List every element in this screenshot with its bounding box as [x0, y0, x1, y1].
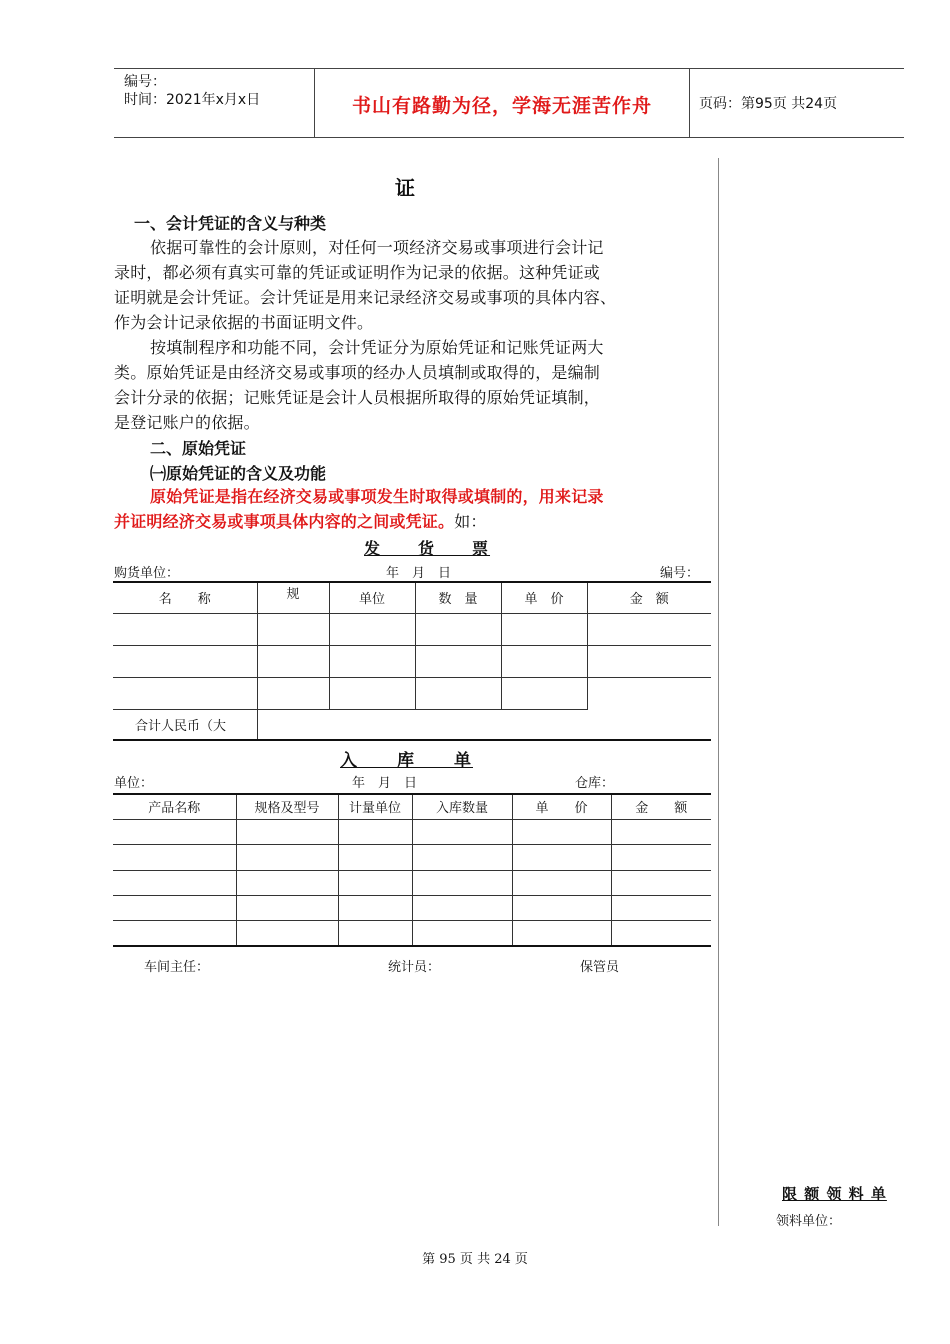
- page-info: 页码：第95页 共24页: [699, 96, 838, 112]
- receipt-title: 入 库 单: [340, 751, 473, 771]
- col-header-model: 规格及型号: [236, 794, 338, 819]
- definition-line: 并证明经济交易或事项具体内容的之间或凭证。: [114, 512, 455, 531]
- paragraph-line: 依据可靠性的会计原则，对任何一项经济交易或事项进行会计记: [150, 238, 604, 257]
- invoice-table: [113, 581, 711, 741]
- doc-time-label: 时间：2021年x月x日: [124, 92, 261, 108]
- invoice-title: 发 货 票: [364, 539, 491, 558]
- receipt-warehouse-label: 仓库：: [575, 776, 615, 791]
- header-motto-cell: [314, 69, 690, 137]
- signature-stat-label: 统计员：: [388, 960, 441, 975]
- signature-director-label: 车间主任：: [144, 960, 210, 975]
- paragraph-line: 按填制程序和功能不同，会计凭证分为原始凭证和记账凭证两大: [150, 338, 604, 357]
- col-header-price: 单 价: [501, 582, 587, 613]
- definition-suffix: 如：: [454, 512, 487, 531]
- page-header: [114, 68, 904, 138]
- receipt-table: [113, 793, 711, 947]
- header-page-cell: [689, 69, 904, 137]
- header-meta: [114, 69, 314, 137]
- table-row: [113, 613, 711, 645]
- table-row: [113, 819, 711, 844]
- col-header-spec: 规: [257, 582, 329, 613]
- col-header-measure: 计量单位: [338, 794, 412, 819]
- subsection-heading: ㈠原始凭证的含义及功能: [150, 464, 327, 483]
- col-header-in-qty: 入库数量: [412, 794, 512, 819]
- page-footer: 第 95 页 共 24 页: [422, 1252, 528, 1267]
- col-header-unit-price: 单 价: [512, 794, 611, 819]
- col-header-product: 产品名称: [113, 794, 236, 819]
- requisition-dept-label: 领料单位：: [776, 1214, 842, 1229]
- receipt-unit-label: 单位：: [114, 776, 154, 791]
- table-row: [113, 645, 711, 677]
- paragraph-line: 是登记账户的依据。: [114, 413, 260, 432]
- col-header-amount: 金 额: [587, 582, 711, 613]
- invoice-number-label: 编号：: [660, 566, 700, 581]
- receipt-header-row: [113, 794, 711, 819]
- page-title: 证: [395, 176, 415, 200]
- table-row: [113, 844, 711, 870]
- table-row: [113, 870, 711, 895]
- invoice-date-label: 年 月 日: [386, 566, 452, 581]
- invoice-header-row: [113, 582, 711, 613]
- table-row: [113, 677, 711, 709]
- motto: 书山有路勤为径，学海无涯苦作舟: [351, 95, 652, 117]
- col-header-unit: 单位: [329, 582, 415, 613]
- section1-heading: 一、会计凭证的含义与种类: [134, 214, 327, 233]
- margin-rule: [718, 158, 719, 1226]
- doc-number-label: 编号：: [124, 74, 166, 90]
- paragraph-line: 录时，都必须有真实可靠的凭证或证明作为记录的依据。这种凭证或: [114, 263, 601, 282]
- paragraph-line: 类。原始凭证是由经济交易或事项的经办人员填制或取得的，是编制: [114, 363, 601, 382]
- definition-paragraph: [114, 484, 710, 534]
- table-row: [113, 920, 711, 946]
- paragraph-1: [114, 235, 710, 335]
- section2-heading: 二、原始凭证: [150, 439, 247, 458]
- definition-line: 原始凭证是指在经济交易或事项发生时取得或填制的，用来记录: [150, 487, 604, 506]
- col-header-qty: 数 量: [415, 582, 501, 613]
- invoice-total-label: 合计人民币（大: [113, 709, 257, 740]
- paragraph-line: 作为会计记录依据的书面证明文件。: [114, 313, 374, 332]
- receipt-date-label: 年 月 日: [352, 776, 418, 791]
- col-header-name: 名 称: [113, 582, 257, 613]
- invoice-total-row: [113, 709, 711, 740]
- invoice-buyer-label: 购货单位：: [114, 566, 180, 581]
- col-header-total: 金 额: [611, 794, 711, 819]
- table-row: [113, 895, 711, 920]
- paragraph-line: 会计分录的依据；记账凭证是会计人员根据所取得的原始凭证填制，: [114, 388, 601, 407]
- quota-requisition-title: 限 额 领 料 单: [782, 1185, 887, 1203]
- paragraph-line: 证明就是会计凭证。会计凭证是用来记录经济交易或事项的具体内容、: [114, 288, 617, 307]
- paragraph-2: [114, 335, 710, 435]
- signature-keeper-label: 保管员: [580, 960, 620, 975]
